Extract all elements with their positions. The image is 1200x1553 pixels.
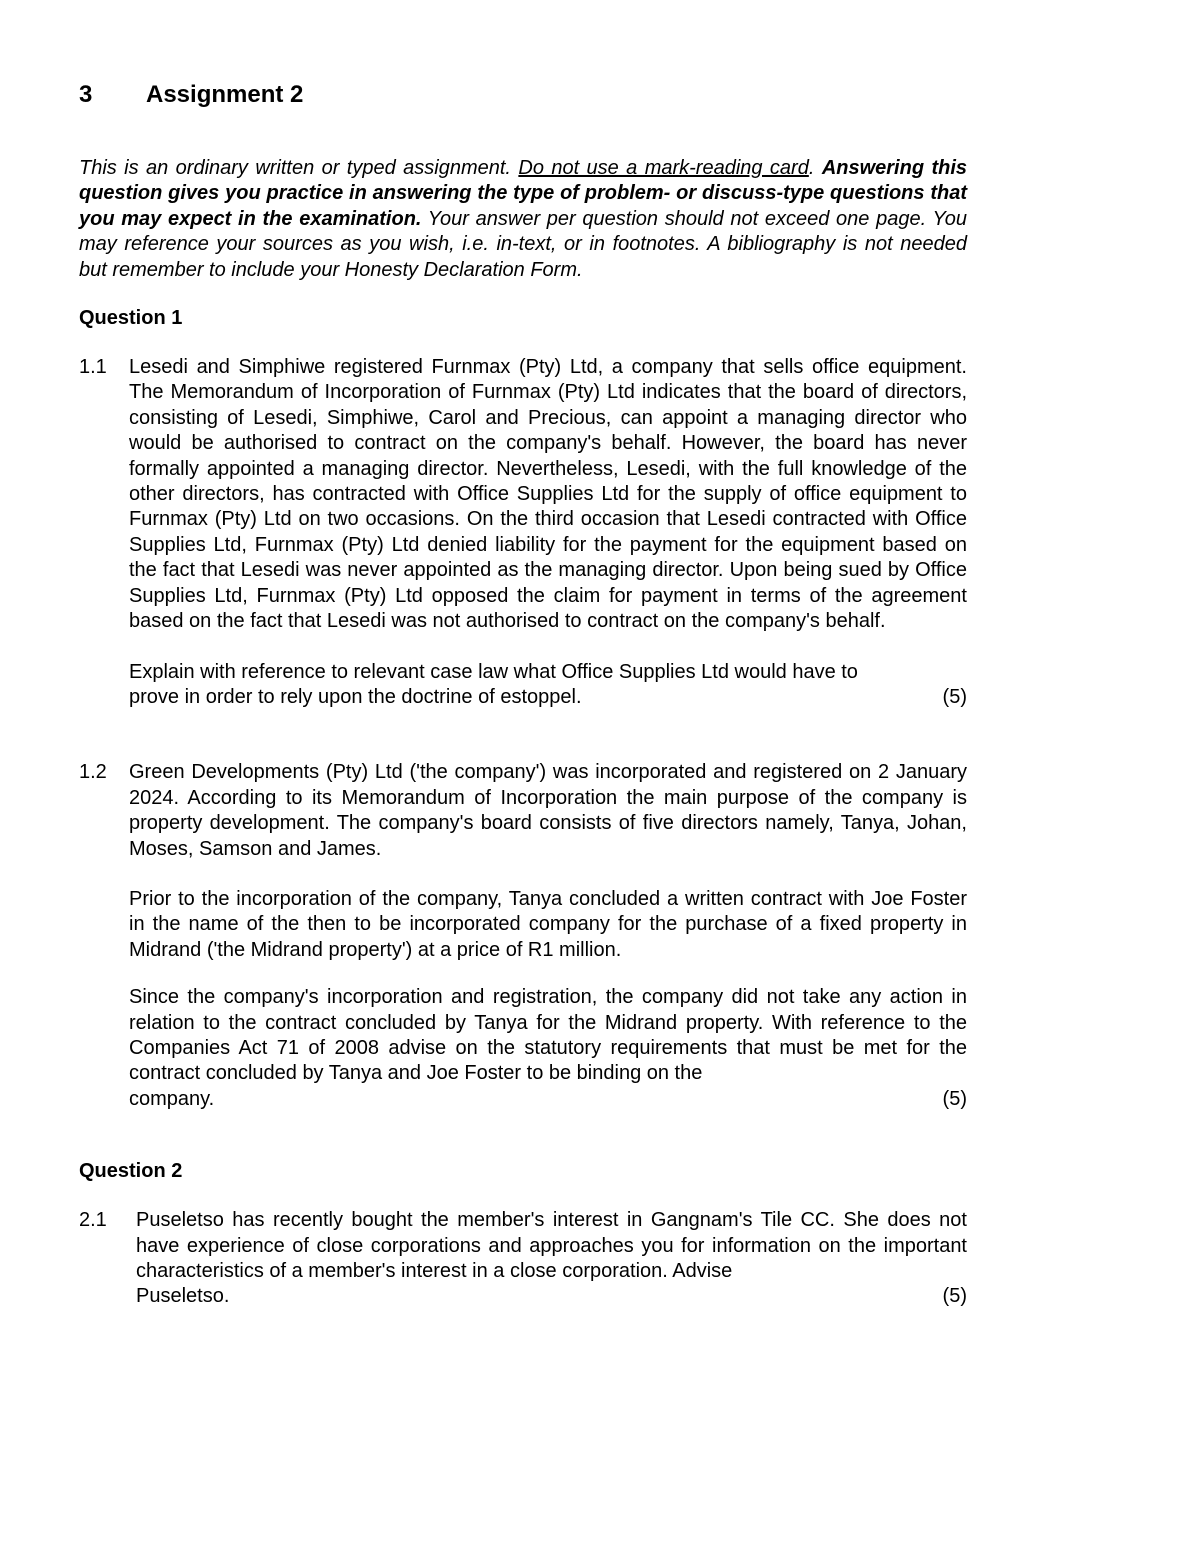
question-1-1-task-line1: Explain with reference to relevant case law what Office Supplies Ltd would have to [129,660,858,683]
question-1-2-marks: (5) [942,1087,967,1110]
question-1-2-body [129,760,967,1112]
question-1-1-task-line2: prove in order to rely upon the doctrine of estoppel. [129,685,582,708]
question-1-2-last-line [129,1087,967,1112]
question-1-2-para2: Prior to the incorporation of the company, Tanya concluded a written contract with Joe Foster in the name of the then to be incorporated company for the purchase of a fixed property in Midrand ('the Midrand property') at a price of R1 million. [129,887,967,961]
assignment-instructions [79,156,967,283]
section-number: 3 [79,81,93,108]
question-2-1-text: Puseletso has recently bought the member's interest in Gangnam's Tile CC. She does not have experience of close corporations and approaches you for information on the important characteristics of a member's interest in a close corporation. Advise [136,1209,967,1282]
intro-part3: Your answer per question should not exceed one page. You may reference your sources as you wish, i.e. in-text, or in footnotes. A bibliography is not needed but remember to include your Honesty Declaration Form. [79,207,967,281]
question-2-1 [79,1208,967,1310]
question-1-1-scenario: Lesedi and Simphiwe registered Furnmax (Pty) Ltd, a company that sells office equipment. The Memorandum of Incorporation of Furnmax (Pty) Ltd indicates that the board of directors, consisting of Lesedi, Simphiwe, Carol and Precious, can appoint a managing director who would be authorised to contract on the company's behalf. However, the board has never formally appointed a managing director. Nevertheless, Lesedi, with the full knowledge of the other directors, has contracted with Office Supplies Ltd for the supply of office equipment to Furnmax (Pty) Ltd on two occasions. On the third occasion that Lesedi contracted with Office Supplies Ltd, Furnmax (Pty) Ltd denied liability for the payment for the equipment based on the fact that Lesedi was never appointed as the managing director. Upon being sued by Office Supplies Ltd, Furnmax (Pty) Ltd opposed the claim for payment in terms of the agreement based on the fact that Lesedi was not authorised to contract on the company's behalf. [129,356,967,633]
question-1-1-marks: (5) [942,685,967,708]
question-1-heading: Question 1 [79,307,183,330]
intro-part2: . [808,157,822,179]
question-1-2-para1: Green Developments (Pty) Ltd ('the company') was incorporated and registered on 2 January 2024. According to its Memorandum of Incorporation the main purpose of the company is property development. The company's board consists of five directors namely, Tanya, Johan, Moses, Samson and James. [129,761,967,860]
question-2-1-number: 2.1 [79,1209,107,1232]
question-1-2-number: 1.2 [79,761,107,784]
question-2-heading: Question 2 [79,1160,183,1183]
question-1-2-para3-block [129,985,967,1112]
question-2-1-text-last: Puseletso. [136,1285,230,1308]
question-1-1-task-last-line [129,685,967,710]
question-1-2 [79,760,967,1112]
intro-underlined-instruction: Do not use a mark-reading card [518,157,809,179]
question-1-2-para3-last: company. [129,1087,215,1110]
question-2-1-marks: (5) [942,1285,967,1308]
question-1-2-para3: Since the company's incorporation and registration, the company did not take any action in relation to the contract concluded by Tanya for the Midrand property. With reference to the Companies Act 71 of 2008 advise on the statutory requirements that must be met for the contract concluded by Tanya and Joe Foster to be binding on the [129,986,967,1085]
intro-part1: This is an ordinary written or typed assignment. [79,157,519,179]
question-1-1-number: 1.1 [79,356,107,379]
intro-bold-instruction: Answering this question gives you practice in answering the type of problem- or discuss-type questions that you may expect in the examination. [79,157,968,230]
question-1-1 [79,355,967,710]
question-2-1-last-line [136,1284,967,1309]
document-page [79,78,967,1310]
question-1-1-task [129,660,967,711]
section-title [79,78,967,112]
question-2-1-body [136,1208,967,1310]
question-1-1-body [129,355,967,710]
section-title-text: Assignment 2 [146,81,304,108]
